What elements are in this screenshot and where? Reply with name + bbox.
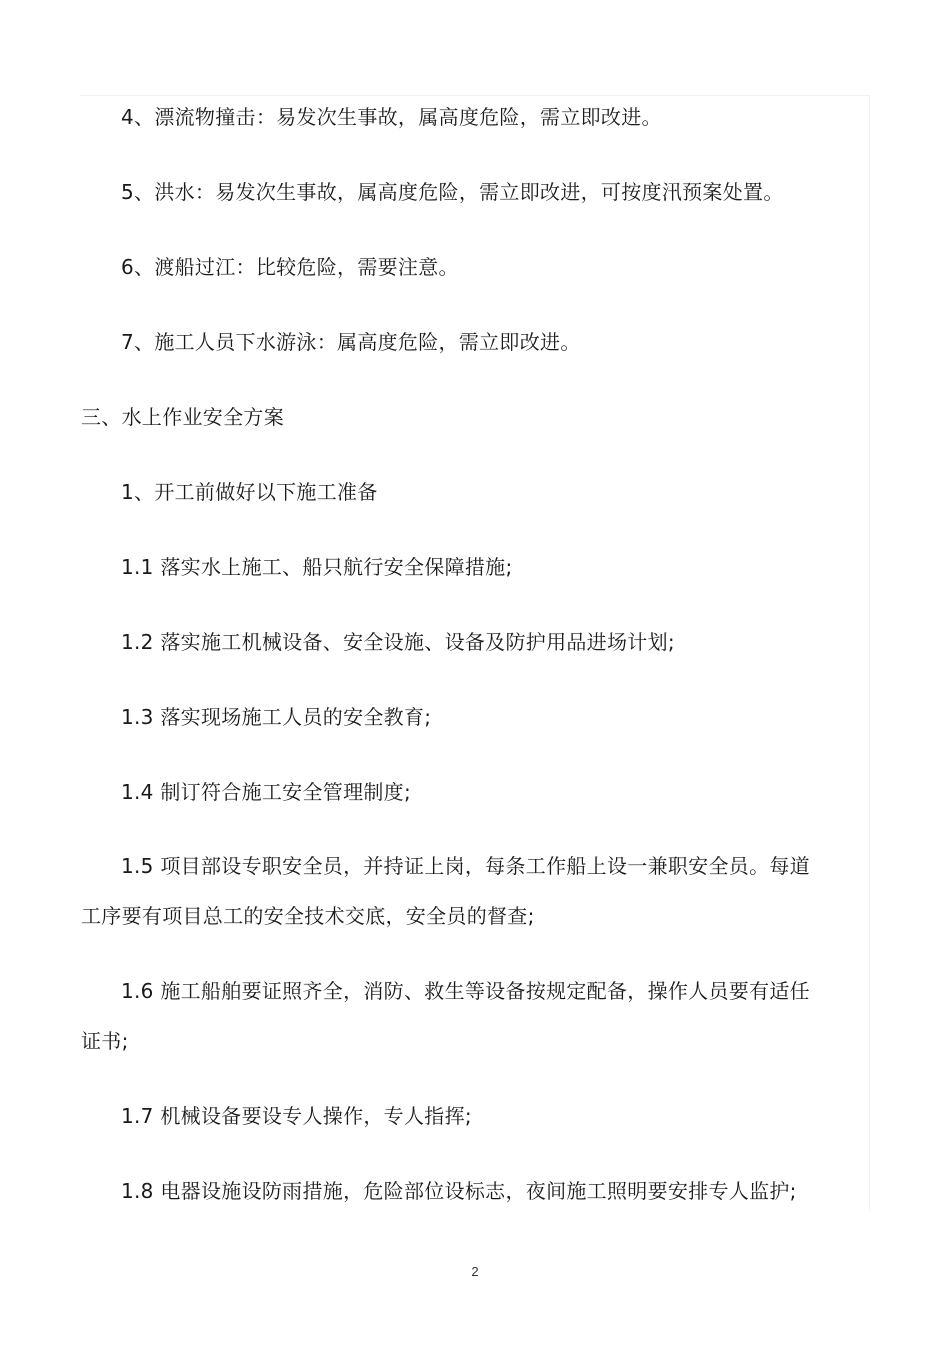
item-1-4: 1.4 制订符合施工安全管理制度; [121,780,412,804]
item-1-7: 1.7 机械设备要设专人操作，专人指挥; [121,1104,472,1128]
item-1-6-line-2: 证书; [81,1029,129,1053]
item-4-drift-impact: 4、漂流物撞击：易发次生事故，属高度危险，需立即改进。 [121,105,662,129]
page-top-border [80,95,870,96]
item-5-flood: 5、洪水：易发次生事故，属高度危险，需立即改进，可按度汛预案处置。 [121,180,784,204]
item-1-5-line-2: 工序要有项目总工的安全技术交底，安全员的督查; [81,904,535,928]
section-heading-3: 三、水上作业安全方案 [81,405,284,429]
page-right-border [869,95,870,1210]
subheading-1-preparation: 1、开工前做好以下施工准备 [121,480,378,504]
item-6-ferry-crossing: 6、渡船过江：比较危险，需要注意。 [121,255,459,279]
item-1-1: 1.1 落实水上施工、船只航行安全保障措施; [121,555,513,579]
item-1-8: 1.8 电器设施设防雨措施，危险部位设标志，夜间施工照明要安排专人监护; [121,1179,797,1203]
page-number: 2 [471,1264,479,1279]
item-7-swimming: 7、施工人员下水游泳：属高度危险，需立即改进。 [121,330,581,354]
item-1-2: 1.2 落实施工机械设备、安全设施、设备及防护用品进场计划; [121,630,675,654]
item-1-6-line-1: 1.6 施工船舶要证照齐全，消防、救生等设备按规定配备，操作人员要有适任 [121,979,810,1003]
item-1-3: 1.3 落实现场施工人员的安全教育; [121,705,432,729]
item-1-5-line-1: 1.5 项目部设专职安全员，并持证上岗，每条工作船上设一兼职安全员。每道 [121,854,810,878]
